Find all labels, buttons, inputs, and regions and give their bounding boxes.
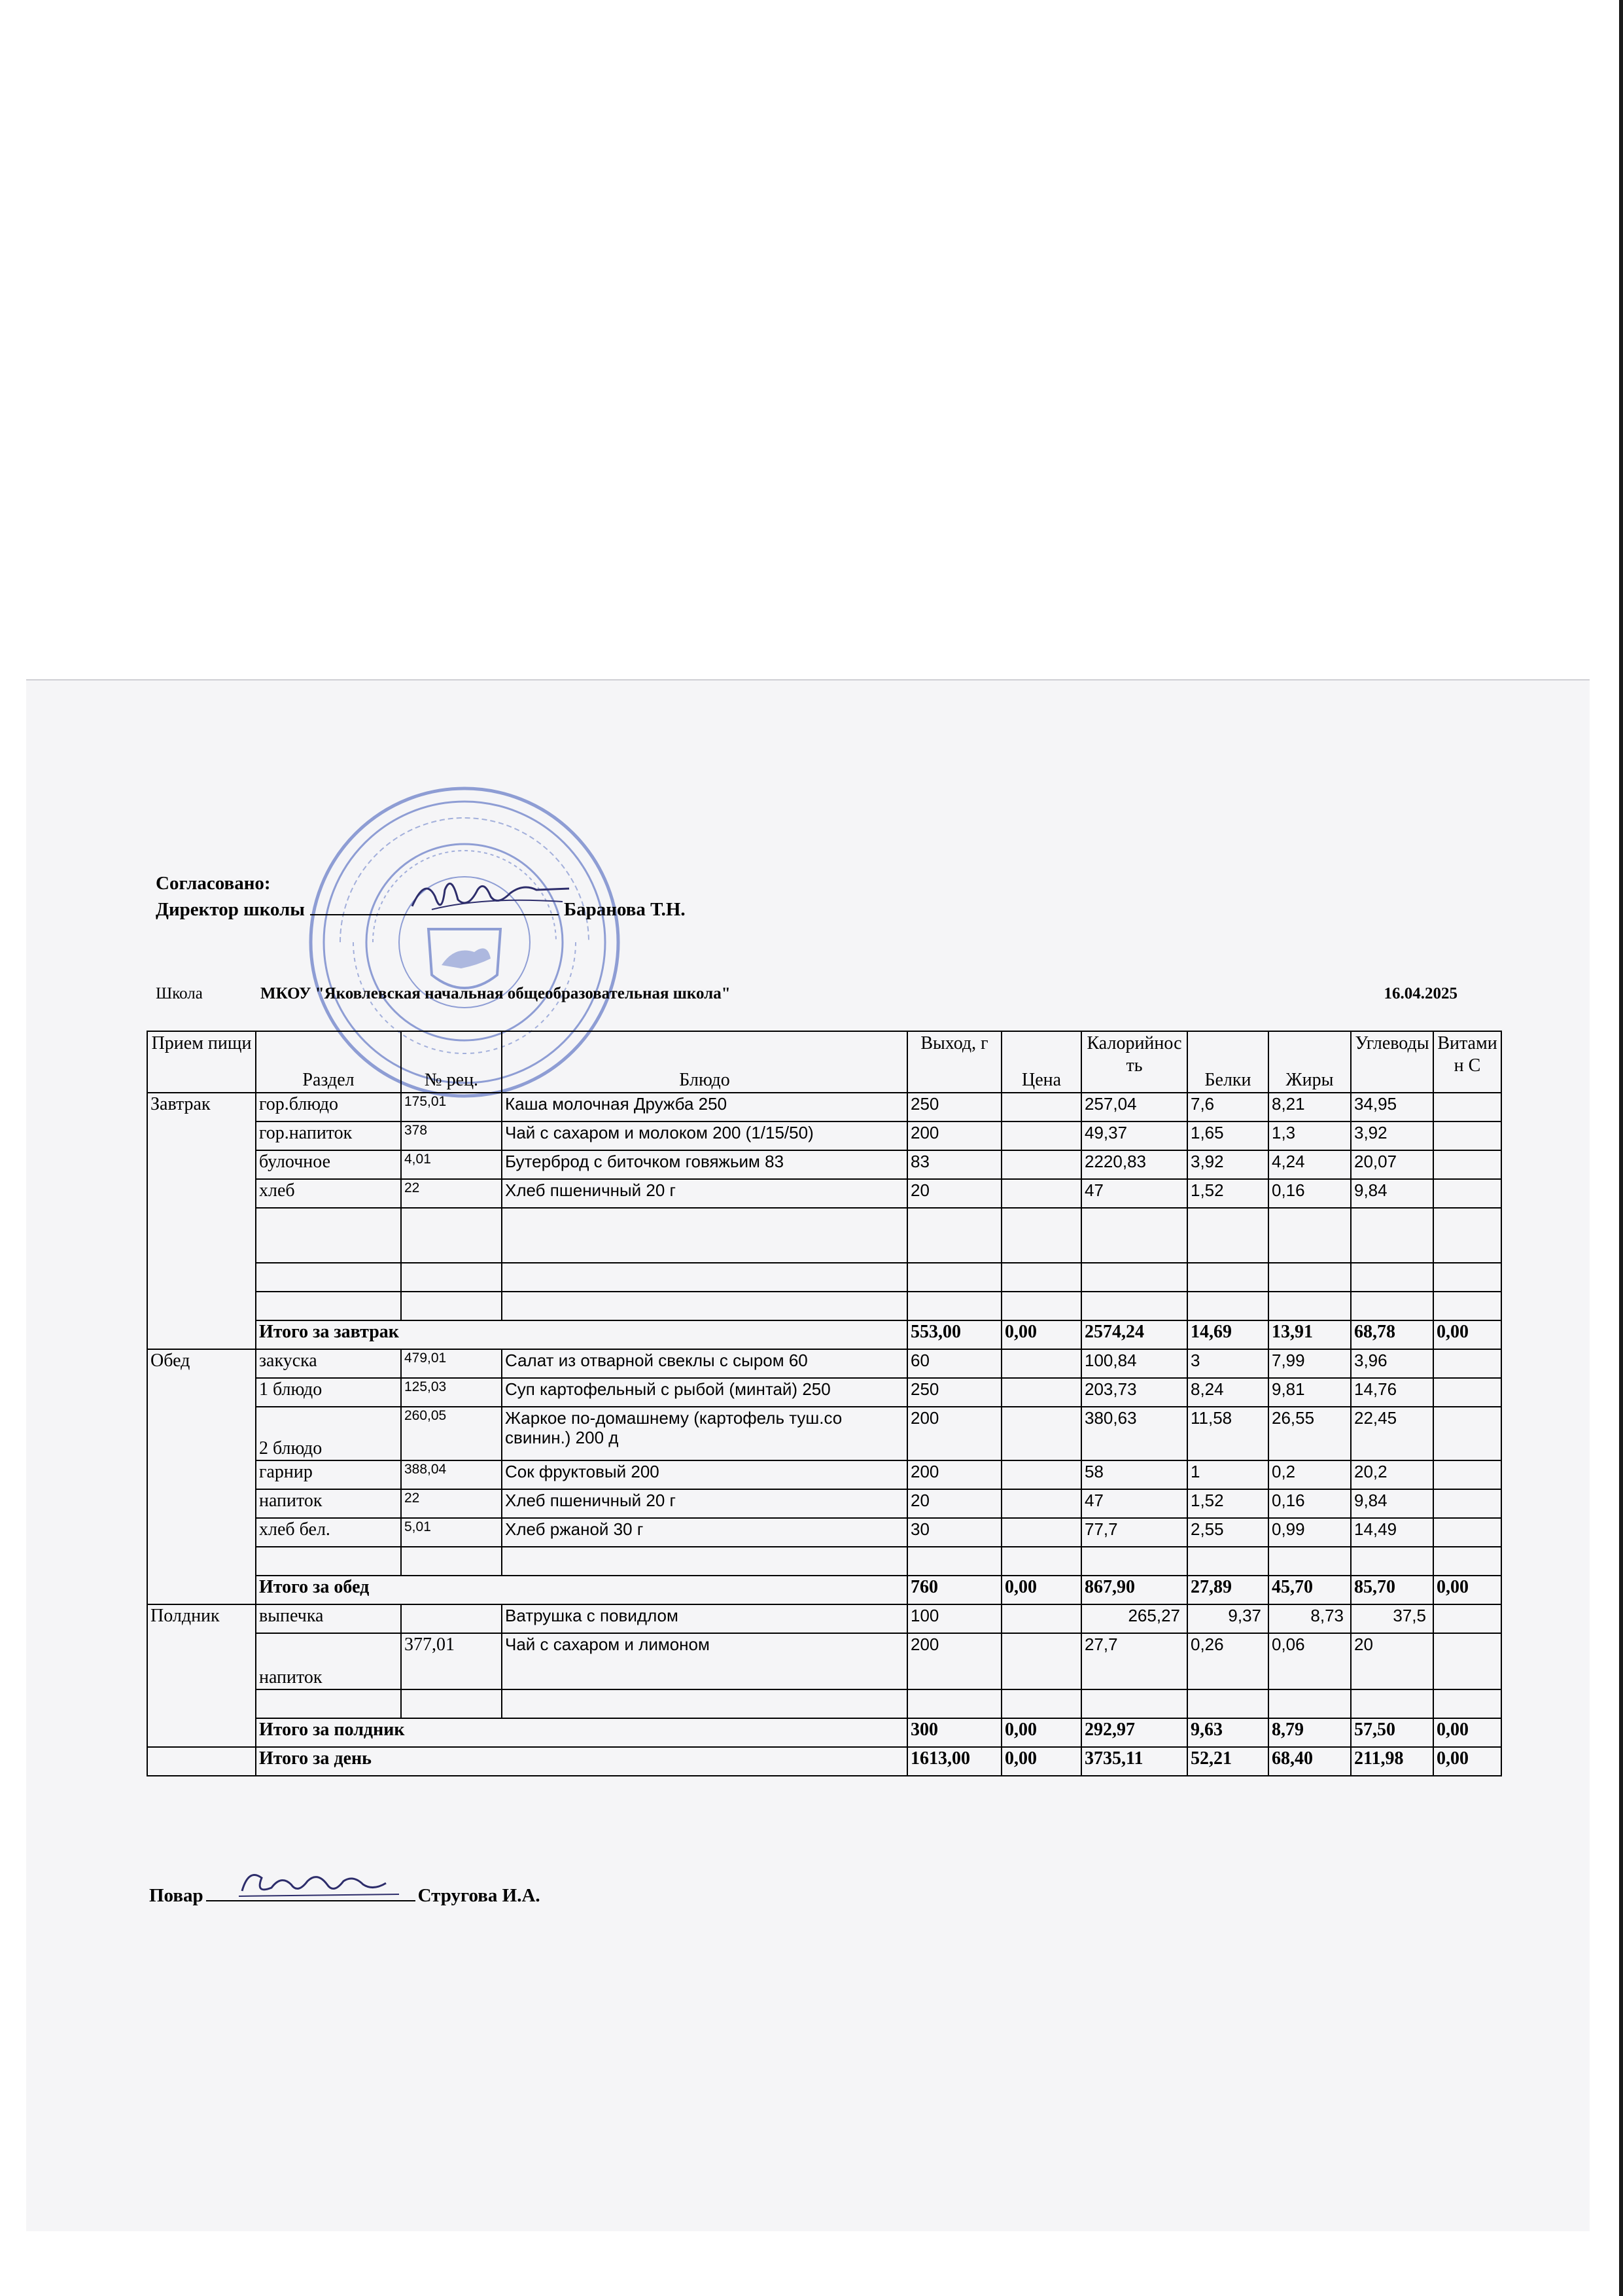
total-yield: 1613,00 xyxy=(907,1747,1002,1776)
empty-cell xyxy=(502,1208,907,1263)
cell-recipe: 5,01 xyxy=(401,1518,502,1547)
cell-fats: 0,2 xyxy=(1268,1460,1351,1489)
empty-cell xyxy=(1268,1208,1351,1263)
empty-cell xyxy=(401,1292,502,1320)
blank-page-top xyxy=(0,0,1623,687)
cell-proteins: 9,37 xyxy=(1187,1604,1268,1633)
cell-vitamin xyxy=(1433,1150,1501,1179)
cell-calories: 49,37 xyxy=(1081,1122,1187,1150)
empty-cell xyxy=(1433,1292,1501,1320)
total-yield: 300 xyxy=(907,1718,1002,1747)
meal-cell-empty xyxy=(147,1747,256,1776)
cell-carbs: 14,49 xyxy=(1351,1518,1433,1547)
scan-edge xyxy=(1619,0,1623,2296)
cell-recipe xyxy=(401,1604,502,1633)
total-fats: 8,79 xyxy=(1268,1718,1351,1747)
col-meal: Прием пищи xyxy=(147,1031,256,1093)
empty-cell xyxy=(256,1263,401,1292)
total-row-breakfast xyxy=(147,1320,1501,1349)
menu-date: 16.04.2025 xyxy=(1384,985,1457,1002)
col-recipe: № рец. xyxy=(401,1031,502,1093)
cell-price xyxy=(1002,1093,1081,1122)
cell-calories: 257,04 xyxy=(1081,1093,1187,1122)
total-fats: 13,91 xyxy=(1268,1320,1351,1349)
cell-dish: Хлеб пшеничный 20 г xyxy=(502,1489,907,1518)
cell-section: гарнир xyxy=(256,1460,401,1489)
cell-carbs: 20 xyxy=(1351,1633,1433,1689)
total-yield: 553,00 xyxy=(907,1320,1002,1349)
cell-dish: Жаркое по-домашнему (картофель туш.со свинин.) 200 д xyxy=(502,1407,907,1460)
cell-section: хлеб xyxy=(256,1179,401,1208)
empty-cell xyxy=(1351,1263,1433,1292)
col-fats: Жиры xyxy=(1268,1031,1351,1093)
empty-cell xyxy=(1187,1689,1268,1718)
cell-proteins: 1,52 xyxy=(1187,1179,1268,1208)
meal-cell-empty xyxy=(147,1179,256,1208)
cell-dish: Чай с сахаром и молоком 200 (1/15/50) xyxy=(502,1122,907,1150)
empty-cell xyxy=(401,1547,502,1576)
cell-fats: 8,21 xyxy=(1268,1093,1351,1122)
cell-section: закуска xyxy=(256,1349,401,1378)
cell-recipe: 22 xyxy=(401,1489,502,1518)
cell-section: хлеб бел. xyxy=(256,1518,401,1547)
cell-proteins: 3,92 xyxy=(1187,1150,1268,1179)
cell-price xyxy=(1002,1349,1081,1378)
total-calories: 3735,11 xyxy=(1081,1747,1187,1776)
empty-cell xyxy=(1268,1547,1351,1576)
cell-section: 1 блюдо xyxy=(256,1378,401,1407)
cell-calories: 203,73 xyxy=(1081,1378,1187,1407)
empty-cell xyxy=(401,1263,502,1292)
cell-yield: 200 xyxy=(907,1460,1002,1489)
cell-dish: Бутерброд с биточком говяжьим 83 xyxy=(502,1150,907,1179)
cell-price xyxy=(1002,1489,1081,1518)
table-row xyxy=(147,1518,1501,1547)
empty-cell xyxy=(1351,1208,1433,1263)
empty-row xyxy=(147,1263,1501,1292)
empty-cell xyxy=(907,1292,1002,1320)
cell-vitamin xyxy=(1433,1604,1501,1633)
total-price: 0,00 xyxy=(1002,1718,1081,1747)
cook-name: Стругова И.А. xyxy=(417,1885,540,1906)
cell-vitamin xyxy=(1433,1349,1501,1378)
cell-calories: 265,27 xyxy=(1081,1604,1187,1633)
cell-carbs: 20,07 xyxy=(1351,1150,1433,1179)
meal-cell-empty xyxy=(147,1292,256,1320)
empty-cell xyxy=(1187,1547,1268,1576)
cell-recipe: 175,01 xyxy=(401,1093,502,1122)
meal-cell-empty xyxy=(147,1122,256,1150)
table-row xyxy=(147,1179,1501,1208)
empty-cell xyxy=(1433,1689,1501,1718)
total-row-snack xyxy=(147,1718,1501,1747)
empty-row xyxy=(147,1208,1501,1263)
total-proteins: 27,89 xyxy=(1187,1576,1268,1604)
cell-section: напиток xyxy=(256,1633,401,1689)
director-name: Баранова Т.Н. xyxy=(563,899,686,920)
cell-dish: Хлеб пшеничный 20 г xyxy=(502,1179,907,1208)
empty-cell xyxy=(1081,1263,1187,1292)
cell-recipe: 388,04 xyxy=(401,1460,502,1489)
empty-cell xyxy=(1002,1292,1081,1320)
total-calories: 292,97 xyxy=(1081,1718,1187,1747)
cell-yield: 200 xyxy=(907,1407,1002,1460)
empty-cell xyxy=(1081,1547,1187,1576)
meal-cell-empty xyxy=(147,1263,256,1292)
cell-fats: 1,3 xyxy=(1268,1122,1351,1150)
cell-yield: 250 xyxy=(907,1378,1002,1407)
meal-cell-empty xyxy=(147,1633,256,1689)
col-carbs: Углеводы xyxy=(1351,1031,1433,1093)
empty-cell xyxy=(907,1263,1002,1292)
cell-section: гор.напиток xyxy=(256,1122,401,1150)
meal-cell-empty xyxy=(147,1460,256,1489)
cell-yield: 100 xyxy=(907,1604,1002,1633)
cell-proteins: 0,26 xyxy=(1187,1633,1268,1689)
empty-cell xyxy=(502,1292,907,1320)
empty-cell xyxy=(1351,1689,1433,1718)
cell-dish: Каша молочная Дружба 250 xyxy=(502,1093,907,1122)
cell-proteins: 1,52 xyxy=(1187,1489,1268,1518)
total-label: Итого за обед xyxy=(256,1576,907,1604)
empty-cell xyxy=(1268,1689,1351,1718)
total-proteins: 52,21 xyxy=(1187,1747,1268,1776)
cell-calories: 2220,83 xyxy=(1081,1150,1187,1179)
table-row xyxy=(147,1378,1501,1407)
empty-cell xyxy=(1433,1263,1501,1292)
meal-cell-empty xyxy=(147,1547,256,1576)
meal-cell-empty xyxy=(147,1689,256,1718)
cell-carbs: 22,45 xyxy=(1351,1407,1433,1460)
cell-carbs: 34,95 xyxy=(1351,1093,1433,1122)
meal-cell-empty xyxy=(147,1320,256,1349)
cell-price xyxy=(1002,1378,1081,1407)
table-row xyxy=(147,1460,1501,1489)
cell-fats: 26,55 xyxy=(1268,1407,1351,1460)
empty-cell xyxy=(401,1208,502,1263)
cell-recipe: 479,01 xyxy=(401,1349,502,1378)
cell-section: 2 блюдо xyxy=(256,1407,401,1460)
total-label: Итого за день xyxy=(256,1747,907,1776)
total-vitamin: 0,00 xyxy=(1433,1320,1501,1349)
cell-proteins: 1 xyxy=(1187,1460,1268,1489)
empty-cell xyxy=(1351,1547,1433,1576)
table-row xyxy=(147,1122,1501,1150)
cell-carbs: 20,2 xyxy=(1351,1460,1433,1489)
cell-vitamin xyxy=(1433,1460,1501,1489)
cell-dish: Чай с сахаром и лимоном xyxy=(502,1633,907,1689)
total-vitamin: 0,00 xyxy=(1433,1576,1501,1604)
cell-section: выпечка xyxy=(256,1604,401,1633)
cell-fats: 0,99 xyxy=(1268,1518,1351,1547)
total-proteins: 14,69 xyxy=(1187,1320,1268,1349)
cell-calories: 380,63 xyxy=(1081,1407,1187,1460)
meal-cell-empty xyxy=(147,1576,256,1604)
cell-price xyxy=(1002,1179,1081,1208)
table-row xyxy=(147,1489,1501,1518)
cell-dish: Сок фруктовый 200 xyxy=(502,1460,907,1489)
cell-yield: 60 xyxy=(907,1349,1002,1378)
cell-fats: 8,73 xyxy=(1268,1604,1351,1633)
cell-vitamin xyxy=(1433,1633,1501,1689)
cell-recipe: 4,01 xyxy=(401,1150,502,1179)
meal-cell-empty xyxy=(147,1489,256,1518)
cell-vitamin xyxy=(1433,1122,1501,1150)
empty-cell xyxy=(1002,1547,1081,1576)
empty-cell xyxy=(256,1208,401,1263)
meal-cell-empty xyxy=(147,1208,256,1263)
total-price: 0,00 xyxy=(1002,1747,1081,1776)
cell-yield: 30 xyxy=(907,1518,1002,1547)
cell-proteins: 2,55 xyxy=(1187,1518,1268,1547)
empty-cell xyxy=(502,1263,907,1292)
cell-dish: Суп картофельный с рыбой (минтай) 250 xyxy=(502,1378,907,1407)
cell-vitamin xyxy=(1433,1378,1501,1407)
cell-yield: 250 xyxy=(907,1093,1002,1122)
total-carbs: 85,70 xyxy=(1351,1576,1433,1604)
total-label: Итого за полдник xyxy=(256,1718,907,1747)
cell-price xyxy=(1002,1604,1081,1633)
cell-price xyxy=(1002,1407,1081,1460)
cell-vitamin xyxy=(1433,1407,1501,1460)
table-row xyxy=(147,1093,1501,1122)
total-fats: 45,70 xyxy=(1268,1576,1351,1604)
empty-row xyxy=(147,1292,1501,1320)
total-calories: 2574,24 xyxy=(1081,1320,1187,1349)
cell-fats: 0,16 xyxy=(1268,1489,1351,1518)
cell-fats: 4,24 xyxy=(1268,1150,1351,1179)
empty-cell xyxy=(401,1689,502,1718)
cell-proteins: 8,24 xyxy=(1187,1378,1268,1407)
cell-dish: Хлеб ржаной 30 г xyxy=(502,1518,907,1547)
header-row xyxy=(147,1031,1501,1093)
table-row xyxy=(147,1633,1501,1689)
meal-cell-empty xyxy=(147,1150,256,1179)
empty-cell xyxy=(1351,1292,1433,1320)
cell-section: напиток xyxy=(256,1489,401,1518)
cell-calories: 100,84 xyxy=(1081,1349,1187,1378)
total-vitamin: 0,00 xyxy=(1433,1718,1501,1747)
empty-cell xyxy=(1433,1547,1501,1576)
cell-calories: 77,7 xyxy=(1081,1518,1187,1547)
director-label: Директор школы xyxy=(156,899,305,920)
cell-yield: 83 xyxy=(907,1150,1002,1179)
empty-cell xyxy=(256,1547,401,1576)
cell-calories: 47 xyxy=(1081,1179,1187,1208)
meal-cell-empty xyxy=(147,1718,256,1747)
cell-fats: 9,81 xyxy=(1268,1378,1351,1407)
total-yield: 760 xyxy=(907,1576,1002,1604)
col-vitamin: Витамин С xyxy=(1433,1031,1501,1093)
total-price: 0,00 xyxy=(1002,1320,1081,1349)
empty-cell xyxy=(256,1292,401,1320)
total-row-lunch xyxy=(147,1576,1501,1604)
empty-cell xyxy=(1002,1689,1081,1718)
cell-dish: Салат из отварной свеклы с сыром 60 xyxy=(502,1349,907,1378)
director-signature-icon xyxy=(406,870,576,923)
cell-carbs: 3,92 xyxy=(1351,1122,1433,1150)
table-row xyxy=(147,1604,1501,1633)
cell-vitamin xyxy=(1433,1518,1501,1547)
cell-yield: 20 xyxy=(907,1489,1002,1518)
cook-signature-icon xyxy=(236,1858,406,1911)
meal-snack: Полдник xyxy=(147,1604,256,1633)
cell-price xyxy=(1002,1633,1081,1689)
cell-proteins: 3 xyxy=(1187,1349,1268,1378)
cell-fats: 0,16 xyxy=(1268,1179,1351,1208)
cell-section: гор.блюдо xyxy=(256,1093,401,1122)
cell-price xyxy=(1002,1518,1081,1547)
meal-breakfast: Завтрак xyxy=(147,1093,256,1122)
cell-price xyxy=(1002,1122,1081,1150)
total-carbs: 68,78 xyxy=(1351,1320,1433,1349)
col-yield: Выход, г xyxy=(907,1031,1002,1093)
cell-recipe: 22 xyxy=(401,1179,502,1208)
approval-title: Согласовано: xyxy=(156,873,271,894)
cell-recipe: 377,01 xyxy=(401,1633,502,1689)
meal-lunch: Обед xyxy=(147,1349,256,1378)
empty-cell xyxy=(907,1208,1002,1263)
cell-recipe: 125,03 xyxy=(401,1378,502,1407)
empty-row xyxy=(147,1547,1501,1576)
empty-cell xyxy=(1268,1263,1351,1292)
cell-price xyxy=(1002,1460,1081,1489)
table-row xyxy=(147,1150,1501,1179)
cell-recipe: 260,05 xyxy=(401,1407,502,1460)
empty-cell xyxy=(502,1547,907,1576)
total-row-day xyxy=(147,1747,1501,1776)
total-calories: 867,90 xyxy=(1081,1576,1187,1604)
empty-cell xyxy=(1187,1208,1268,1263)
empty-cell xyxy=(907,1547,1002,1576)
table-row xyxy=(147,1407,1501,1460)
cell-calories: 58 xyxy=(1081,1460,1187,1489)
menu-table xyxy=(147,1031,1502,1776)
empty-cell xyxy=(1002,1263,1081,1292)
col-proteins: Белки xyxy=(1187,1031,1268,1093)
total-proteins: 9,63 xyxy=(1187,1718,1268,1747)
cell-yield: 20 xyxy=(907,1179,1002,1208)
empty-cell xyxy=(502,1689,907,1718)
cook-label: Повар xyxy=(149,1885,203,1906)
total-carbs: 57,50 xyxy=(1351,1718,1433,1747)
empty-cell xyxy=(256,1689,401,1718)
empty-cell xyxy=(1081,1208,1187,1263)
cell-proteins: 7,6 xyxy=(1187,1093,1268,1122)
cell-recipe: 378 xyxy=(401,1122,502,1150)
cell-fats: 7,99 xyxy=(1268,1349,1351,1378)
cell-yield: 200 xyxy=(907,1122,1002,1150)
cell-carbs: 14,76 xyxy=(1351,1378,1433,1407)
cell-calories: 47 xyxy=(1081,1489,1187,1518)
empty-cell xyxy=(907,1689,1002,1718)
cell-proteins: 11,58 xyxy=(1187,1407,1268,1460)
total-fats: 68,40 xyxy=(1268,1747,1351,1776)
cell-carbs: 9,84 xyxy=(1351,1179,1433,1208)
empty-cell xyxy=(1268,1292,1351,1320)
col-price: Цена xyxy=(1002,1031,1081,1093)
cell-yield: 200 xyxy=(907,1633,1002,1689)
empty-cell xyxy=(1187,1263,1268,1292)
cell-proteins: 1,65 xyxy=(1187,1122,1268,1150)
meal-cell-empty xyxy=(147,1378,256,1407)
school-label: Школа xyxy=(156,985,203,1002)
cell-calories: 27,7 xyxy=(1081,1633,1187,1689)
empty-cell xyxy=(1433,1208,1501,1263)
empty-cell xyxy=(1081,1689,1187,1718)
col-calories: Калорийность xyxy=(1081,1031,1187,1093)
col-section: Раздел xyxy=(256,1031,401,1093)
school-name: МКОУ "Яковлевская начальная общеобразовательная школа" xyxy=(260,985,731,1002)
empty-cell xyxy=(1002,1208,1081,1263)
meal-cell-empty xyxy=(147,1518,256,1547)
cell-section: булочное xyxy=(256,1150,401,1179)
empty-cell xyxy=(1081,1292,1187,1320)
cell-carbs: 37,5 xyxy=(1351,1604,1433,1633)
total-carbs: 211,98 xyxy=(1351,1747,1433,1776)
table-row xyxy=(147,1349,1501,1378)
cell-dish: Ватрушка с повидлом xyxy=(502,1604,907,1633)
cell-vitamin xyxy=(1433,1489,1501,1518)
total-vitamin: 0,00 xyxy=(1433,1747,1501,1776)
empty-cell xyxy=(1187,1292,1268,1320)
empty-row xyxy=(147,1689,1501,1718)
cell-carbs: 9,84 xyxy=(1351,1489,1433,1518)
cell-vitamin xyxy=(1433,1093,1501,1122)
cell-fats: 0,06 xyxy=(1268,1633,1351,1689)
total-price: 0,00 xyxy=(1002,1576,1081,1604)
meal-cell-empty xyxy=(147,1407,256,1460)
total-label: Итого за завтрак xyxy=(256,1320,907,1349)
cell-vitamin xyxy=(1433,1179,1501,1208)
cell-price xyxy=(1002,1150,1081,1179)
col-dish: Блюдо xyxy=(502,1031,907,1093)
cell-carbs: 3,96 xyxy=(1351,1349,1433,1378)
